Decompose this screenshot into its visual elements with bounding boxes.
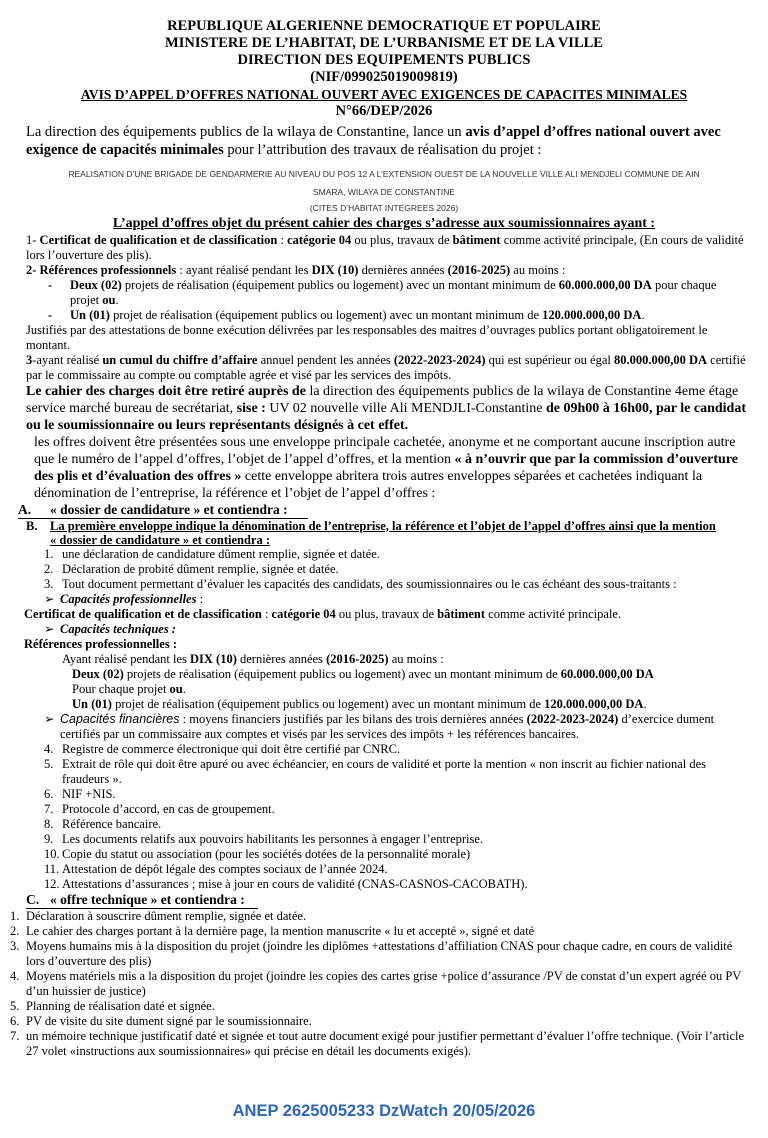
offers-paragraph: les offres doivent être présentées sous une enveloppe principale cachetée, anonyme et ne comportant aucune inscription autre que le numéro de l’appel d’offres, l’objet de l’appel d’offres, et la mention « à n’ouvrir que par la commission d’ouverture des plis et d’évaluation des offres » cette enveloppe abritera trois autres enveloppes séparées et cachetées indiquant la dénomination de l’entreprise, la référence et l’objet de l’appel d’offres : xyxy=(34,434,739,501)
header-ministry: MINISTERE DE L’HABITAT, DE L’URBANISME ET DE LA VILLE xyxy=(165,35,603,51)
ref-pour-chaque: Pour chaque projet ou. xyxy=(72,681,186,696)
list-item xyxy=(44,862,746,877)
list-item xyxy=(44,877,746,892)
list-item-number: 1. xyxy=(10,908,20,923)
list-item-number: 4. xyxy=(44,741,54,756)
list-item-text: Attestations d’assurances ; mise à jour en cours de validité (CNAS-CASNOS-CACOBATH). xyxy=(62,876,528,891)
project-title-line1: REALISATION D’UNE BRIGADE DE GENDARMERIE AU NIVEAU DU POS 12 A L’EXTENSION OUEST DE LA NOUVELLE VILLE ALI MENDJELI COMMUNE DE AIN xyxy=(68,169,700,179)
list-item xyxy=(10,969,746,999)
list-item-number: 6. xyxy=(44,786,54,801)
list-item xyxy=(44,787,746,802)
list-item-number: 1. xyxy=(44,546,54,561)
list-item xyxy=(10,939,746,969)
list-item xyxy=(44,847,746,862)
list-item-text: Extrait de rôle qui doit être apuré ou avec échéancier, en cours de validité et porte la mention « non inscrit au fichier national des fraudeurs ». xyxy=(62,756,707,786)
list-item-number: 3. xyxy=(10,938,20,953)
list-item-number: 2. xyxy=(10,923,20,938)
list-item xyxy=(44,547,746,562)
list-item-number: 5. xyxy=(44,756,54,771)
list-item-text: une déclaration de candidature dûment remplie, signée et datée. xyxy=(62,546,380,561)
list-item-number: 10. xyxy=(44,846,60,861)
list-item-number: 6. xyxy=(10,1013,20,1028)
justification-note: Justifiés par des attestations de bonne exécution délivrées par les responsables des maitres d’ouvrages publics portant obligatoirement le montant. xyxy=(26,322,708,352)
list-item-text: Protocole d’accord, en cas de groupement. xyxy=(62,801,275,816)
notice-title: AVIS D’APPEL D’OFFRES NATIONAL OUVERT AVEC EXIGENCES DE CAPACITES MINIMALES xyxy=(80,87,688,102)
criterion-1: 1- Certificat de qualification et de classification : catégorie 04 ou plus, travaux de bâtiment comme activité principale, (En cours de validité lors l’ouverture des plis). xyxy=(26,232,744,262)
header-republic: REPUBLIQUE ALGERIENNE DEMOCRATIQUE ET POPULAIRE xyxy=(167,18,601,34)
capacites-techniques: ➢ Capacités techniques : xyxy=(44,621,176,636)
ayant-realise: Ayant réalisé pendant les DIX (10) dernières années (2016-2025) au moins : xyxy=(62,651,444,666)
list-item-text: Déclaration de probité dûment remplie, signée et datée. xyxy=(62,561,339,576)
list-item-text: un mémoire technique justificatif daté et signée et tout autre document exigé pour justifier permettant d’évaluer l’offre technique. (Voir l’article 27 volet «instructions aux soumissionnaires» qui précise en détail les documents exigés). xyxy=(26,1028,745,1058)
ref-un-projet: Un (01) projet de réalisation (équipement publics ou logement) avec un montant minimum de 120.000.000,00 DA. xyxy=(72,696,647,711)
criterion-2-item-deux: - Deux (02) projets de réalisation (équipement publics ou logement) avec un montant minimum de 60.000.000,00 DA pour chaque projet ou. xyxy=(48,277,717,307)
list-item-text: Déclaration à souscrire dûment remplie, signée et datée. xyxy=(26,908,307,923)
list-item-number: 12. xyxy=(44,876,60,891)
list-item-number: 4. xyxy=(10,968,20,983)
list-item-text: Tout document permettant d’évaluer les capacités des candidats, des soumissionnaires ou le cas échéant des sous-traitants : xyxy=(62,576,677,591)
project-title-line3: (CITES D’HABITAT INTEGREES 2026) xyxy=(309,203,459,214)
list-item-text: Le cahier des charges portant à la dernière page, la mention manuscrite « lu et accepté », signé et daté xyxy=(26,923,535,938)
section-a: A. « dossier de candidature » et contiendra : xyxy=(18,502,308,519)
list-item-text: PV de visite du site dument signé par le soumissionnaire. xyxy=(26,1013,312,1028)
list-item-text: Copie du statut ou association (pour les sociétés dotées de la personnalité morale) xyxy=(62,846,471,861)
candidature-list-1 xyxy=(44,547,746,592)
references-professionnelles: Références professionnelles : xyxy=(24,636,177,651)
list-item-text: Référence bancaire. xyxy=(62,816,162,831)
list-item xyxy=(10,999,746,1014)
withdrawal-paragraph: Le cahier des charges doit être retiré auprès de la direction des équipements publics de la wilaya de Constantine 4eme étage service marché bureau de secrétariat, sise : UV 02 nouvelle ville Ali MENDJLI-Constantine de 09h00 à 16h00, par le candidat ou le soumissionnaire ou leurs représentants désignés à cet effet. xyxy=(26,383,746,433)
list-item xyxy=(44,802,746,817)
list-item-number: 3. xyxy=(44,576,54,591)
list-item-text: Attestation de dépôt légale des comptes sociaux de l’année 2024. xyxy=(62,861,388,876)
project-title-line2: SMARA, WILAYA DE CONSTANTINE xyxy=(312,187,456,197)
list-item xyxy=(10,1014,746,1029)
list-item-text: Moyens matériels mis a la disposition du projet (joindre les copies des cartes grise +police d’assurance /PV de constat d’un expert agréé ou PV d’un huissier de justice) xyxy=(26,968,742,998)
list-item-text: Planning de réalisation daté et signée. xyxy=(26,998,215,1013)
list-item-text: Les documents relatifs aux pouvoirs habilitants les personnes à engager l’entreprise. xyxy=(62,831,484,846)
notice-number: N°66/DEP/2026 xyxy=(335,103,433,119)
header-nif: (NIF/099025019009819) xyxy=(310,69,458,85)
capacites-professionnelles: ➢ Capacités professionnelles : xyxy=(44,591,204,606)
criterion-3: 3-ayant réalisé un cumul du chiffre d’affaire annuel pendent les années (2022-2023-2024) qui est supérieur ou égal 80.000.000,00 DA certifié par le commissaire au compte ou comptable agrée et visé par les services des impôts. xyxy=(26,352,746,382)
list-item xyxy=(10,924,746,939)
criterion-2-item-un: - Un (01) projet de réalisation (équipement publics ou logement) avec un montant minimum de 120.000.000,00 DA. xyxy=(48,307,645,322)
list-item-text: NIF +NIS. xyxy=(62,786,116,801)
list-item-number: 5. xyxy=(10,998,20,1013)
list-item-text: Moyens humains mis à la disposition du projet (joindre les diplômes +attestations d’affiliation CNAS pour chaque cadre, en cours de validité lors d’ouverture des plis) xyxy=(26,938,733,968)
list-item-number: 7. xyxy=(10,1028,20,1043)
list-item xyxy=(44,562,746,577)
header-direction: DIRECTION DES EQUIPEMENTS PUBLICS xyxy=(237,52,531,68)
list-item xyxy=(44,757,746,787)
list-item xyxy=(10,1029,746,1059)
list-item-number: 2. xyxy=(44,561,54,576)
section-b: B. La première enveloppe indique la dénomination de l’entreprise, la référence et l’objet de l’appel d’offres ainsi que la mention « dossier de candidature » et contiendra : xyxy=(26,518,716,547)
list-item-number: 7. xyxy=(44,801,54,816)
capacites-financieres: ➢ Capacités financières : moyens financiers justifiés par les bilans des trois dernières années (2022-2023-2024) d’exercice dument certifiés par un commissaire aux comptes et visés par les services des impôts + les références bancaires. xyxy=(44,711,715,741)
list-item xyxy=(44,742,746,757)
footer-reference: ANEP 2625005233 DzWatch 20/05/2026 xyxy=(232,1102,536,1120)
list-item-number: 11. xyxy=(44,861,60,876)
list-item xyxy=(44,817,746,832)
list-item-text: Registre de commerce électronique qui doit être certifié par CNRC. xyxy=(62,741,401,756)
section-c: C. « offre technique » et contiendra : xyxy=(26,892,258,909)
eligibility-title: L’appel d’offres objet du présent cahier des charges s’adresse aux soumissionnaires ayant : xyxy=(112,216,656,232)
certificat-line: Certificat de qualification et de classification : catégorie 04 ou plus, travaux de bâtiment comme activité principale. xyxy=(24,606,622,621)
criterion-2: 2- Références professionnels : ayant réalisé pendant les DIX (10) dernières années (2016-2025) au moins : xyxy=(26,262,566,277)
list-item-number: 9. xyxy=(44,831,54,846)
list-item xyxy=(44,577,746,592)
list-item xyxy=(10,909,746,924)
ref-deux-projets: Deux (02) projets de réalisation (équipement publics ou logement) avec un montant minimum de 60.000.000,00 DA xyxy=(72,666,654,681)
list-item-number: 8. xyxy=(44,816,54,831)
list-item xyxy=(44,832,746,847)
candidature-list-2 xyxy=(44,742,746,892)
technique-list xyxy=(10,909,746,1059)
intro-paragraph: La direction des équipements publics de la wilaya de Constantine, lance un avis d’appel d’offres national ouvert avec exigence de capacités minimales pour l’attribution des travaux de réalisation du projet : xyxy=(26,124,721,158)
